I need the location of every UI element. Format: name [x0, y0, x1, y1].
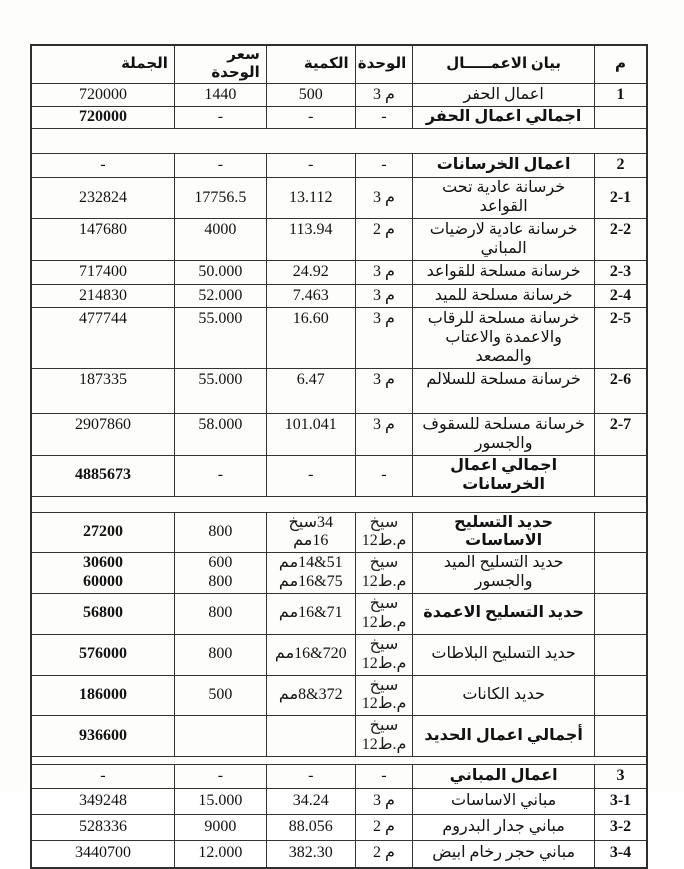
col-description	[413, 308, 595, 369]
col-total	[31, 455, 174, 496]
cell-text: 58.000	[198, 415, 243, 433]
col-total	[31, 512, 174, 553]
cell-text: 55.000	[198, 310, 243, 328]
col-description	[413, 716, 595, 757]
cell-text: سعر الوحدة	[211, 47, 260, 81]
cell-text: 187335	[78, 370, 127, 388]
cell-text: 4000	[204, 221, 237, 239]
cell-text: 500	[298, 85, 323, 103]
cell-text: 34سيخ 16مم	[288, 513, 334, 550]
col-unit-price	[174, 368, 266, 413]
col-unit	[355, 84, 413, 107]
col-total	[31, 45, 174, 84]
col-quantity	[266, 815, 355, 841]
col-unit-price	[174, 45, 266, 84]
cell-text: م 3	[373, 286, 395, 304]
col-unit-price	[174, 107, 266, 129]
cell-text: 214830	[78, 286, 127, 304]
col-unit	[355, 107, 413, 129]
col-no	[595, 455, 648, 496]
col-unit-price	[174, 765, 266, 789]
cell-text: 3-2	[609, 818, 632, 836]
cell-text: 3	[616, 767, 625, 785]
col-description	[413, 285, 595, 308]
table-row	[31, 285, 647, 308]
col-description	[413, 512, 595, 553]
cell-text: 113.94	[289, 221, 333, 239]
col-description	[413, 178, 595, 219]
col-quantity	[266, 413, 355, 455]
cell-text: حديد التسليح الاساسات	[454, 513, 554, 550]
col-quantity	[266, 219, 355, 261]
cell-text: مباني الاساسات	[450, 792, 557, 810]
cell-text: 12م.ط	[361, 654, 407, 672]
col-total	[31, 815, 174, 841]
col-no	[595, 107, 648, 129]
cell-text: م 3	[373, 792, 395, 810]
col-quantity	[266, 455, 355, 496]
cell-text: سيخ	[369, 595, 399, 612]
col-description	[413, 789, 595, 815]
col-no	[595, 512, 648, 553]
col-description	[413, 45, 595, 84]
col-quantity	[266, 789, 355, 815]
col-unit-price	[174, 285, 266, 308]
col-unit-price	[174, 84, 266, 107]
cell-text: 3440700	[74, 844, 131, 862]
table-row	[31, 841, 647, 868]
col-no	[595, 45, 648, 84]
col-unit	[355, 219, 413, 261]
col-unit-price	[174, 716, 266, 757]
cell-text: 477744	[78, 310, 127, 328]
cell-text: 500	[208, 685, 233, 703]
col-no	[595, 368, 648, 413]
section-gap	[31, 757, 647, 765]
table-row	[31, 789, 647, 815]
col-unit-price	[174, 815, 266, 841]
col-no	[595, 154, 648, 178]
gap-row	[31, 129, 647, 154]
col-unit-price	[174, 512, 266, 553]
col-no	[595, 716, 648, 757]
cell-text: -	[217, 466, 224, 484]
cell-text: 576000	[78, 645, 127, 663]
col-total	[31, 261, 174, 285]
col-description	[413, 841, 595, 868]
col-no	[595, 84, 648, 107]
col-total	[31, 553, 174, 594]
col-total	[31, 841, 174, 868]
cell-text: 936600	[78, 726, 127, 744]
cell-text: م 2	[373, 844, 395, 862]
col-quantity	[266, 553, 355, 594]
table-row	[31, 413, 647, 455]
col-total	[31, 594, 174, 635]
col-no	[595, 634, 648, 675]
col-description	[413, 219, 595, 261]
cell-text: 800	[208, 573, 233, 591]
col-unit	[355, 716, 413, 757]
col-quantity	[266, 285, 355, 308]
cell-text: -	[308, 466, 314, 484]
cell-text: 2	[616, 156, 625, 174]
boq-table-body	[31, 45, 647, 868]
gap-row	[31, 496, 647, 512]
cell-text: اجمالي اعمال الخرسانات	[450, 456, 558, 493]
col-description	[413, 594, 595, 635]
cell-text: 600	[208, 554, 233, 572]
cell-text: 3-4	[609, 844, 632, 862]
cell-text: 15.000	[198, 792, 243, 810]
col-quantity	[266, 512, 355, 553]
cell-text: حديد التسليح البلاطات	[431, 645, 576, 663]
table-row	[31, 675, 647, 716]
col-no	[595, 675, 648, 716]
col-description	[413, 107, 595, 129]
col-total	[31, 716, 174, 757]
cell-text: 800	[208, 604, 233, 622]
cell-text: والاعمدة والاعتاب والمصعد	[445, 329, 562, 365]
section-gap	[31, 129, 647, 154]
col-unit	[355, 553, 413, 594]
cell-text: 101.041	[284, 415, 337, 433]
col-unit	[355, 285, 413, 308]
table-row	[31, 815, 647, 841]
cell-text: سيخ	[369, 513, 399, 531]
col-unit-price	[174, 553, 266, 594]
cell-text: 382.30	[288, 844, 333, 862]
cell-text: اعمال الخرسانات	[436, 156, 571, 174]
table-row	[31, 261, 647, 285]
cell-text: م 3	[373, 85, 395, 103]
col-description	[413, 154, 595, 178]
cell-text: 186000	[78, 685, 127, 703]
col-description	[413, 84, 595, 107]
col-unit	[355, 815, 413, 841]
col-total	[31, 107, 174, 129]
col-description	[413, 261, 595, 285]
col-no	[595, 178, 648, 219]
col-total	[31, 368, 174, 413]
cell-text: 2-3	[609, 263, 632, 281]
col-total	[31, 765, 174, 789]
col-quantity	[266, 84, 355, 107]
cell-text: أجمالي اعمال الحديد	[424, 726, 583, 744]
cell-text: اعمال الحفر	[463, 85, 544, 103]
col-unit-price	[174, 413, 266, 455]
cell-text: خرسانة عادية تحت القواعد	[442, 179, 566, 216]
table-row	[31, 455, 647, 496]
cell-text: مباني حجر رخام ابيض	[432, 844, 576, 862]
cell-text: 3-1	[609, 792, 632, 810]
cell-text: خرسانة مسلحة للرقاب	[427, 310, 580, 328]
cell-text: الجملة	[121, 55, 168, 72]
col-description	[413, 455, 595, 496]
table-row	[31, 84, 647, 107]
cell-text: -	[381, 767, 387, 785]
cell-text: 24.92	[292, 263, 329, 281]
table-row	[31, 107, 647, 129]
col-total	[31, 154, 174, 178]
cell-text: خرسانة مسلحة للسقوف	[422, 415, 585, 433]
cell-text: 720000	[78, 108, 127, 126]
cell-text: 12.000	[198, 844, 243, 862]
col-unit-price	[174, 594, 266, 635]
col-unit-price	[174, 675, 266, 716]
table-row	[31, 512, 647, 553]
cell-text: م 2	[373, 818, 395, 836]
cell-text: المباني	[480, 240, 527, 257]
cell-text: 27200	[82, 522, 123, 540]
table-row	[31, 716, 647, 757]
col-no	[595, 219, 648, 261]
col-no	[595, 841, 648, 868]
cell-text: الكمية	[303, 55, 349, 72]
cell-text: خرسانة مسلحة للميد	[434, 286, 573, 304]
col-total	[31, 634, 174, 675]
col-unit-price	[174, 789, 266, 815]
cell-text: 232824	[78, 188, 127, 206]
col-unit	[355, 675, 413, 716]
cell-text: م 3	[373, 370, 395, 388]
cell-text: 52.000	[198, 286, 243, 304]
cell-text: -	[308, 156, 314, 174]
cell-text: 2-5	[609, 310, 632, 328]
table-row	[31, 594, 647, 635]
cell-text: 6.47	[296, 370, 325, 388]
col-description	[413, 553, 595, 594]
cell-text: م 2	[373, 221, 395, 239]
col-unit	[355, 178, 413, 219]
col-no	[595, 285, 648, 308]
cell-text: 17756.5	[194, 188, 247, 206]
cell-text: 9000	[204, 818, 237, 836]
cell-text: سيخ	[369, 635, 399, 653]
col-no	[595, 413, 648, 455]
cell-text: خرسانة مسلحة للقواعد	[426, 263, 581, 281]
cell-text: -	[217, 767, 224, 785]
gap-row	[31, 757, 647, 765]
cell-text: اجمالي اعمال الحفر	[425, 108, 582, 126]
cell-text: 12م.ط	[361, 532, 407, 550]
cell-text: -	[217, 156, 224, 174]
cell-text: 2-7	[609, 415, 632, 433]
cell-text: 2-1	[609, 188, 632, 206]
col-quantity	[266, 308, 355, 369]
cell-text: 2-2	[609, 221, 632, 239]
section-gap	[31, 496, 647, 512]
col-description	[413, 675, 595, 716]
cell-text: 60000	[82, 573, 123, 591]
cell-text: 4885673	[74, 466, 131, 484]
cell-text: خرسانة مسلحة للسلالم	[426, 370, 581, 388]
boq-table	[30, 44, 648, 869]
col-no	[595, 594, 648, 635]
col-quantity	[266, 634, 355, 675]
col-no	[595, 789, 648, 815]
cell-text: 12م.ط	[361, 695, 407, 713]
col-unit	[355, 512, 413, 553]
cell-text: سيخ	[369, 676, 399, 694]
cell-text: 16.60	[292, 310, 329, 328]
col-unit	[355, 789, 413, 815]
col-no	[595, 765, 648, 789]
table-row	[31, 178, 647, 219]
cell-text: -	[308, 767, 314, 785]
col-total	[31, 285, 174, 308]
cell-text: 2-4	[609, 286, 632, 304]
cell-text: -	[381, 108, 387, 126]
cell-text: والجسور	[474, 434, 533, 452]
cell-text: 800	[208, 522, 233, 540]
col-quantity	[266, 716, 355, 757]
cell-text: 51&14مم	[278, 554, 343, 572]
col-quantity	[266, 178, 355, 219]
col-unit	[355, 634, 413, 675]
col-unit	[355, 154, 413, 178]
cell-text: بيان الاعمـــــال	[446, 55, 562, 72]
col-total	[31, 178, 174, 219]
col-total	[31, 413, 174, 455]
col-unit-price	[174, 308, 266, 369]
cell-text: 88.056	[288, 818, 333, 836]
col-no	[595, 815, 648, 841]
cell-text: حديد التسليح الميد والجسور	[443, 554, 564, 591]
col-unit-price	[174, 455, 266, 496]
cell-text: 30600	[82, 554, 123, 572]
table-row	[31, 45, 647, 84]
cell-text: اعمال المباني	[449, 767, 558, 785]
cell-text: 7.463	[292, 286, 329, 304]
col-unit-price	[174, 178, 266, 219]
cell-text: مباني جدار البدروم	[442, 818, 565, 836]
col-description	[413, 413, 595, 455]
cell-text: حديد التسليح الاعمدة	[423, 604, 584, 622]
cell-text: حديد الكانات	[462, 685, 545, 703]
table-row	[31, 219, 647, 261]
col-quantity	[266, 261, 355, 285]
cell-text: 2907860	[74, 415, 131, 433]
col-description	[413, 368, 595, 413]
col-unit	[355, 594, 413, 635]
col-description	[413, 815, 595, 841]
col-unit	[355, 368, 413, 413]
col-unit-price	[174, 634, 266, 675]
cell-text: 34.24	[292, 792, 329, 810]
col-description	[413, 634, 595, 675]
cell-text: 1440	[204, 85, 237, 103]
cell-text: الوحدة	[357, 55, 407, 72]
col-total	[31, 675, 174, 716]
cell-text: 1	[616, 85, 625, 103]
cell-text: م 3	[373, 188, 395, 206]
cell-text: -	[100, 156, 106, 174]
cell-text: 50.000	[198, 263, 243, 281]
col-total	[31, 84, 174, 107]
table-row	[31, 553, 647, 594]
col-quantity	[266, 107, 355, 129]
cell-text: -	[217, 108, 224, 126]
col-unit	[355, 45, 413, 84]
cell-text: 2-6	[609, 370, 632, 388]
table-row	[31, 368, 647, 413]
cell-text: 13.112	[289, 188, 333, 206]
col-unit-price	[174, 261, 266, 285]
col-no	[595, 308, 648, 369]
table-row	[31, 765, 647, 789]
cell-text: 349248	[78, 792, 127, 810]
cell-text: م 3	[373, 310, 395, 328]
cell-text: 12م.ط	[361, 736, 407, 754]
cell-text: سيخ	[369, 717, 399, 735]
col-no	[595, 261, 648, 285]
cell-text: خرسانة عادية لارضيات	[429, 221, 578, 239]
col-unit-price	[174, 841, 266, 868]
col-quantity	[266, 841, 355, 868]
table-row	[31, 634, 647, 675]
col-description	[413, 765, 595, 789]
cell-text: م	[615, 55, 626, 72]
col-no	[595, 553, 648, 594]
cell-text: 12م.ط	[361, 573, 407, 591]
col-total	[31, 308, 174, 369]
cell-text: 372&8مم	[278, 685, 343, 703]
cell-text: سيخ	[369, 554, 399, 572]
cell-text: 720&16مم	[274, 645, 347, 663]
col-quantity	[266, 154, 355, 178]
table-row	[31, 154, 647, 178]
col-unit	[355, 765, 413, 789]
cell-text: -	[100, 767, 106, 785]
col-quantity	[266, 368, 355, 413]
cell-text: 717400	[78, 263, 127, 281]
cell-text: 55.000	[198, 370, 243, 388]
cell-text: -	[381, 466, 387, 484]
col-quantity	[266, 765, 355, 789]
cell-text: 71&16مم	[278, 604, 343, 622]
col-total	[31, 219, 174, 261]
cell-text: 75&16مم	[278, 573, 343, 591]
cell-text: -	[381, 156, 387, 174]
col-unit	[355, 308, 413, 369]
col-total	[31, 789, 174, 815]
cell-text: 12م.ط	[361, 613, 407, 631]
table-row	[31, 308, 647, 369]
col-quantity	[266, 675, 355, 716]
col-quantity	[266, 45, 355, 84]
cell-text: 147680	[78, 221, 127, 239]
col-unit	[355, 413, 413, 455]
cell-text: -	[308, 108, 314, 126]
cell-text: 56800	[82, 604, 123, 622]
col-unit	[355, 455, 413, 496]
cell-text: 720000	[78, 85, 127, 103]
col-unit-price	[174, 219, 266, 261]
cell-text: 528336	[78, 818, 127, 836]
cell-text: م 3	[373, 415, 395, 433]
col-quantity	[266, 594, 355, 635]
col-unit	[355, 261, 413, 285]
cell-text: 800	[208, 645, 233, 663]
col-unit	[355, 841, 413, 868]
col-unit-price	[174, 154, 266, 178]
cell-text: م 3	[373, 263, 395, 281]
